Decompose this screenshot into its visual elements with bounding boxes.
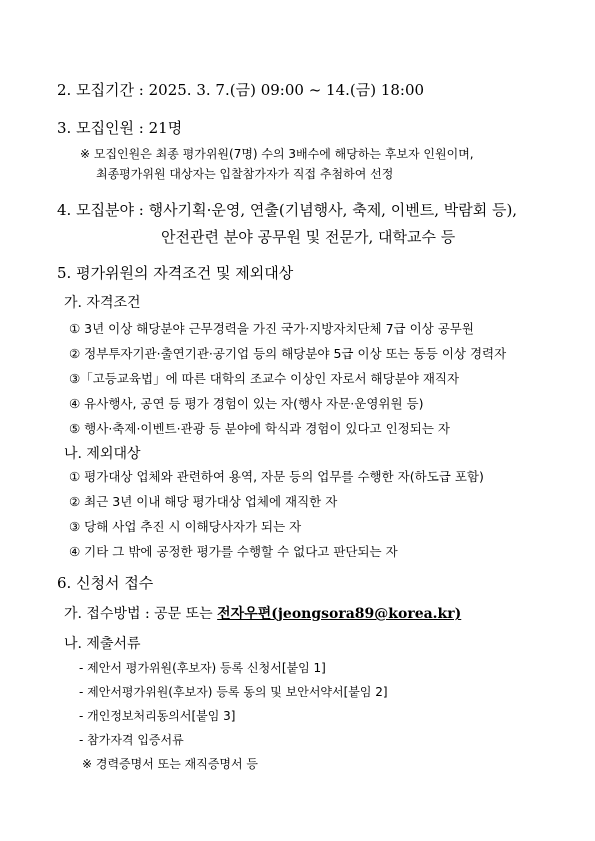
documents-subheading: 나. 제출서류 [64,636,141,652]
recruitment-count: 3. 모집인원 : 21명 [57,119,183,137]
recruitment-count-note-2: 최종평가위원 대상자는 입찰참가자가 직접 추첨하여 선정 [96,167,394,181]
exclusion-item: ① 평가대상 업체와 관련하여 용역, 자문 등의 업무를 수행한 자(하도급 포함) [69,469,484,484]
document-item: - 참가자격 입증서류 [79,733,184,747]
recruitment-field: 4. 모집분야 : 행사기획·운영, 연출(기념행사, 축제, 이벤트, 박람회 등), [57,201,518,219]
documents-note: ※ 경력증명서 또는 재직증명서 등 [82,757,259,771]
qualification-item: ① 3년 이상 해당분야 근무경력을 가진 국가·지방자치단체 7급 이상 공무원 [69,321,474,336]
qualification-item: ⑤ 행사·축제·이벤트·관광 등 분야에 학식과 경험이 있다고 인정되는 자 [69,421,450,436]
application-heading: 6. 신청서 접수 [57,574,154,592]
document-item: - 제안서평가위원(후보자) 등록 동의 및 보안서약서[붙임 2] [79,685,388,699]
qualification-item: ④ 유사행사, 공연 등 평가 경험이 있는 자(행사 자문·운영위원 등) [69,396,424,411]
exclusion-item: ② 최근 3년 이내 해당 평가대상 업체에 재직한 자 [69,494,338,509]
exclusion-subheading: 나. 제외대상 [64,446,141,462]
email-link[interactable]: 전자우편(jeongsora89@korea.kr) [217,606,462,622]
application-method-label: 가. 접수방법 : 공문 또는 [64,606,218,622]
exclusion-item: ③ 당해 사업 추진 시 이해당사자가 되는 자 [69,519,302,534]
qualification-item: ③「고등교육법」에 따른 대학의 조교수 이상인 자로서 해당분야 재직자 [69,371,460,386]
exclusion-item: ④ 기타 그 밖에 공정한 평가를 수행할 수 없다고 판단되는 자 [69,544,398,559]
qualification-subheading: 가. 자격조건 [64,295,141,311]
recruitment-field-continued: 안전관련 분야 공무원 및 전문가, 대학교수 등 [161,228,456,246]
application-method [64,603,461,623]
qualification-heading: 5. 평가위원의 자격조건 및 제외대상 [57,264,294,282]
document-item: - 제안서 평가위원(후보자) 등록 신청서[붙임 1] [79,661,326,675]
recruitment-period: 2. 모집기간 : 2025. 3. 7.(금) 09:00 ~ 14.(금) 18:00 [57,81,425,99]
document-item: - 개인정보처리동의서[붙임 3] [79,709,236,723]
qualification-item: ② 정부투자기관·출연기관·공기업 등의 해당분야 5급 이상 또는 동등 이상 경력자 [69,346,507,361]
recruitment-count-note-1: ※ 모집인원은 최종 평가위원(7명) 수의 3배수에 해당하는 후보자 인원이며, [80,147,474,161]
